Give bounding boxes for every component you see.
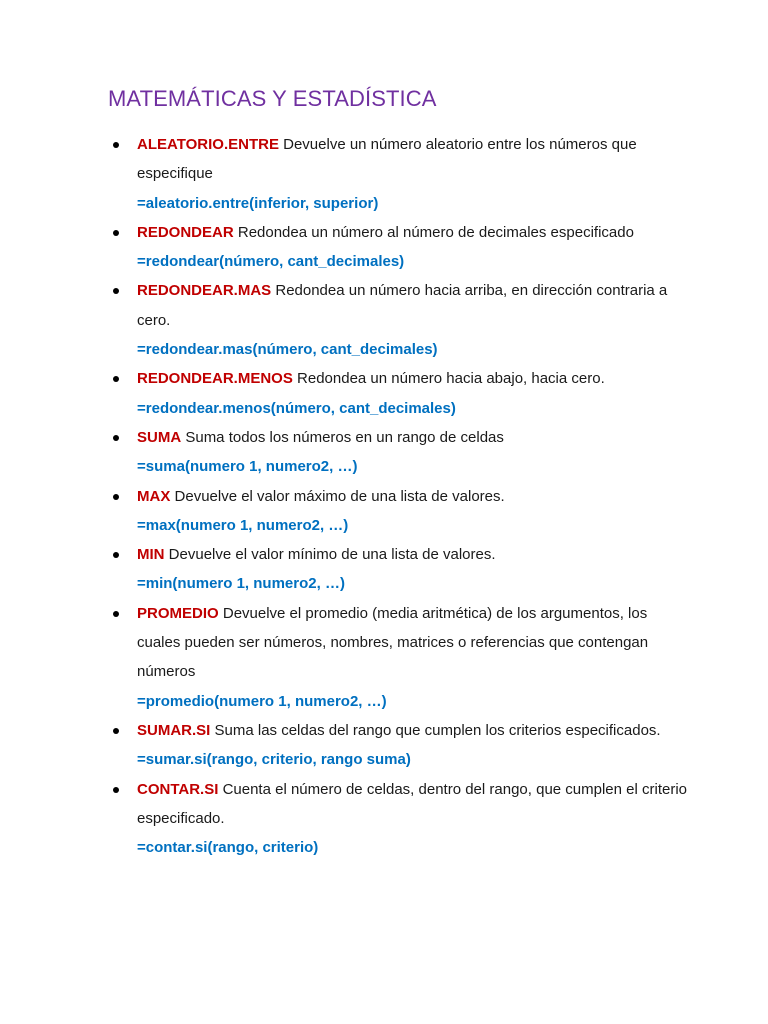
- function-description: Devuelve el valor máximo de una lista de valores.: [174, 487, 505, 505]
- function-name: MIN: [137, 546, 165, 564]
- function-syntax: =promedio(numero 1, numero2, …): [137, 692, 387, 710]
- bullet-icon: [113, 288, 119, 294]
- bullet-icon: [113, 230, 119, 236]
- function-syntax: =sumar.si(rango, criterio, rango suma): [137, 751, 411, 769]
- function-syntax: =redondear.mas(número, cant_decimales): [137, 341, 438, 359]
- function-description: Suma todos los números en un rango de celdas: [185, 428, 504, 446]
- function-description: Redondea un número al número de decimales especificado: [237, 223, 634, 241]
- function-name: MAX: [137, 487, 171, 505]
- function-name: SUMAR.SI: [137, 721, 211, 739]
- bullet-icon: [113, 787, 119, 793]
- function-description: Devuelve el valor mínimo de una lista de valores.: [168, 546, 496, 564]
- function-name: PROMEDIO: [137, 604, 219, 622]
- list-item: [0, 775, 768, 863]
- function-syntax: =aleatorio.entre(inferior, superior): [137, 194, 379, 212]
- list-item: [0, 716, 768, 775]
- list-item: [0, 482, 768, 541]
- list-item: [0, 218, 768, 277]
- function-name: REDONDEAR: [137, 223, 234, 241]
- list-item: [0, 276, 768, 364]
- function-name: CONTAR.SI: [137, 780, 219, 798]
- function-description: Redondea un número hacia arriba, en dirección contraria a cero.: [137, 282, 668, 329]
- function-name: ALEATORIO.ENTRE: [137, 136, 279, 153]
- bullet-icon: [113, 142, 119, 148]
- bullet-icon: [113, 494, 119, 500]
- bullet-icon: [113, 728, 119, 734]
- function-description: Suma las celdas del rango que cumplen los criterios especificados.: [214, 721, 661, 739]
- function-syntax: =redondear(número, cant_decimales): [137, 253, 405, 271]
- function-syntax: =max(numero 1, numero2, …): [137, 516, 349, 534]
- function-description: Cuenta el número de celdas, dentro del rango, que cumplen el criterio especificado.: [137, 780, 688, 827]
- list-item: [0, 130, 768, 218]
- function-name: REDONDEAR.MENOS: [137, 370, 293, 388]
- function-syntax: =redondear.menos(número, cant_decimales): [137, 399, 456, 417]
- page-title: MATEMÁTICAS Y ESTADÍSTICA: [108, 86, 437, 111]
- bullet-icon: [113, 435, 119, 441]
- function-syntax: =contar.si(rango, criterio): [137, 839, 319, 857]
- function-description: Redondea un número hacia abajo, hacia cero.: [297, 370, 605, 388]
- function-syntax: =suma(numero 1, numero2, …): [137, 458, 358, 476]
- list-item: [0, 423, 768, 482]
- function-syntax: =min(numero 1, numero2, …): [137, 575, 345, 593]
- bullet-icon: [113, 611, 119, 617]
- function-name: REDONDEAR.MAS: [137, 282, 272, 300]
- function-description: Devuelve el promedio (media aritmética) de los argumentos, los cuales pueden ser números, nombres, matrices o referencias que contengan números: [137, 604, 649, 681]
- function-description: Devuelve un número aleatorio entre los números que especifique: [137, 136, 637, 183]
- list-item: [0, 599, 768, 716]
- function-list: [0, 130, 768, 862]
- bullet-icon: [113, 376, 119, 382]
- list-item: [0, 540, 768, 599]
- bullet-icon: [113, 552, 119, 558]
- function-name: SUMA: [137, 428, 182, 446]
- list-item: [0, 364, 768, 423]
